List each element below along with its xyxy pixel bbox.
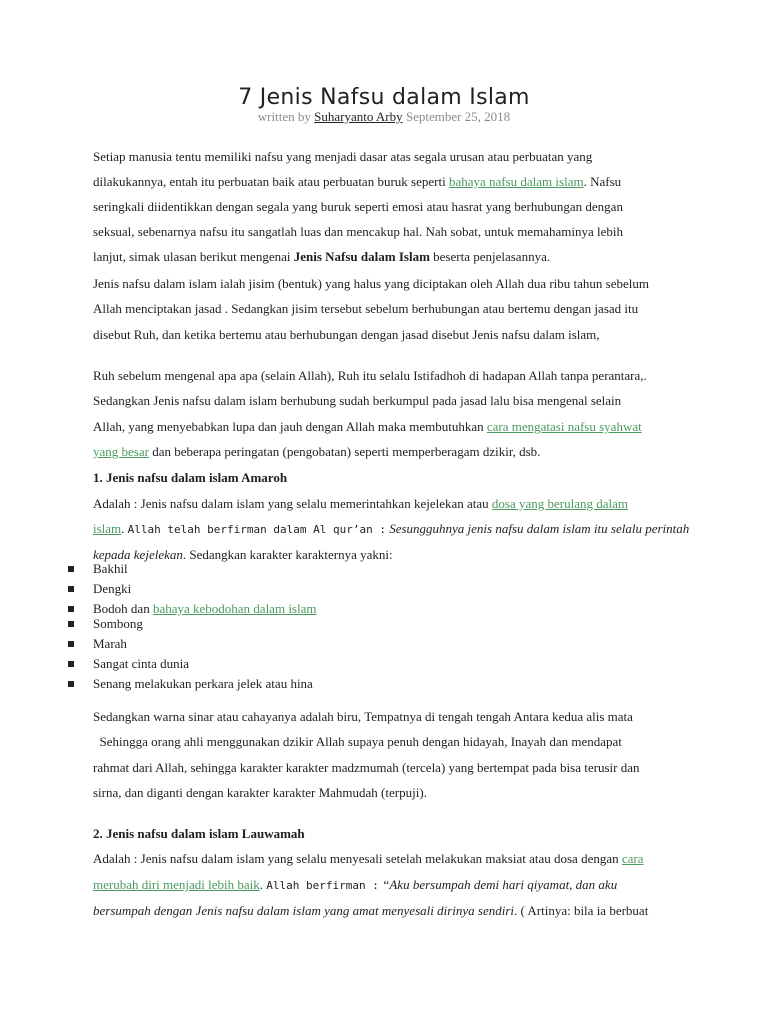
paragraph-line — [93, 496, 628, 512]
bullet-marker — [68, 566, 74, 572]
inline-link[interactable]: cara mengatasi nafsu syahwat — [486, 419, 642, 434]
list-item — [68, 581, 131, 597]
quote-intro: Allah berfirman : — [266, 879, 379, 892]
text-run: dilakukannya, entah itu perbuatan baik atau perbuatan buruk seperti — [93, 174, 446, 189]
paragraph-line — [93, 419, 642, 435]
paragraph-line — [93, 903, 648, 919]
paragraph-line: Sehingga orang ahli menggunakan dzikir Allah supaya penuh dengan hidayah, Inayah dan mendapat — [93, 734, 622, 749]
paragraph-line: Jenis nafsu dalam islam ialah jisim (bentuk) yang halus yang diciptakan oleh Allah dua ribu tahun sebelum — [93, 276, 649, 291]
text-run: Adalah : Jenis nafsu dalam islam yang selalu memerintahkan kejelekan atau — [93, 496, 489, 511]
paragraph-line — [93, 444, 540, 460]
author-link[interactable]: Suharyanto Arby — [314, 109, 403, 124]
byline — [0, 109, 768, 125]
list-item-text: Dengki — [93, 581, 132, 596]
text-run: . ( Artinya: bila ia berbuat — [514, 903, 649, 918]
text-run: beserta penjelasannya. — [433, 249, 551, 264]
publish-date: September 25, 2018 — [405, 109, 511, 124]
inline-link[interactable]: dosa yang berulang dalam — [491, 496, 628, 511]
inline-link[interactable]: cara — [621, 851, 644, 866]
section-heading: 1. Jenis nafsu dalam islam Amaroh — [93, 470, 288, 485]
paragraph-line: Sedangkan warna sinar atau cahayanya adalah biru, Tempatnya di tengah tengah Antara kedua alis mata — [93, 709, 633, 724]
byline-prefix: written by — [257, 109, 311, 124]
list-item-text: Senang melakukan perkara jelek atau hina — [93, 676, 313, 691]
paragraph-line: Allah menciptakan jasad . Sedangkan jisim tersebut sebelum berhubungan atau bertemu dengan jasad itu — [93, 301, 639, 316]
text-run: dan beberapa peringatan (pengobatan) seperti memperberagam dzikir, dsb. — [152, 444, 541, 459]
page-title: 7 Jenis Nafsu dalam Islam — [238, 85, 530, 110]
text-run: . Nafsu — [583, 174, 622, 189]
text-run: . Sedangkan karakter karakternya yakni: — [182, 547, 393, 562]
bullet-marker — [68, 621, 74, 627]
paragraph-line: disebut Ruh, dan ketika bertemu atau berhubungan dengan jasad disebut Jenis nafsu dalam islam, — [93, 327, 600, 342]
list-item — [68, 656, 189, 672]
paragraph-line — [93, 547, 393, 563]
bullet-marker — [68, 606, 74, 612]
inline-link[interactable]: merubah diri menjadi lebih baik — [93, 877, 260, 892]
paragraph-line — [93, 174, 621, 190]
paragraph-line: sirna, dan diganti dengan karakter karakter Mahmudah (terpuji). — [93, 785, 427, 800]
bullet-marker — [68, 641, 74, 647]
paragraph-line — [93, 249, 550, 265]
paragraph-line: Sedangkan Jenis nafsu dalam islam berhubung sudah berkumpul pada jasad lalu bisa mengenal selain — [93, 393, 622, 408]
list-item — [68, 561, 128, 577]
paragraph-line — [93, 851, 644, 867]
text-run: lanjut, simak ulasan berikut mengenai — [93, 249, 291, 264]
inline-link[interactable]: bahaya kebodohan dalam islam — [152, 601, 317, 616]
list-item — [68, 636, 127, 652]
quote-intro: Allah telah berfirman dalam Al qur’an : — [127, 523, 386, 536]
list-item-text: Marah — [93, 636, 127, 651]
section-heading: 2. Jenis nafsu dalam islam Lauwamah — [93, 826, 305, 841]
paragraph-line: Ruh sebelum mengenal apa apa (selain Allah), Ruh itu selalu Istifadhoh di hadapan Allah tanpa perantara,. — [93, 368, 647, 383]
list-item — [68, 601, 316, 617]
text-run: . — [121, 521, 125, 536]
inline-link[interactable]: islam — [93, 521, 122, 536]
bold-text: Jenis Nafsu dalam Islam — [293, 249, 430, 264]
list-item — [68, 676, 313, 692]
list-item — [68, 616, 143, 632]
paragraph-line: rahmat dari Allah, sehingga karakter karakter madzmumah (tercela) yang bertempat pada bisa terusir dan — [93, 760, 640, 775]
list-item-text: Sangat cinta dunia — [93, 656, 190, 671]
bullet-marker — [68, 586, 74, 592]
paragraph-line — [93, 877, 617, 893]
quote-text: bersumpah dengan Jenis nafsu dalam islam yang amat menyesali dirinya sendiri — [93, 903, 515, 918]
paragraph-line: seksual, sebenarnya nafsu itu sangatlah luas dan mencakup hal. Nah sobat, untuk memahaminya lebih — [93, 224, 623, 239]
quote-text: kepada kejelekan — [93, 547, 183, 562]
list-item-text: Bakhil — [93, 561, 128, 576]
list-item-text: Sombong — [93, 616, 143, 631]
inline-link[interactable]: yang besar — [93, 444, 149, 459]
paragraph-line: seringkali diidentikkan dengan segala yang buruk seperti emosi atau hasrat yang berhubungan dengan — [93, 199, 623, 214]
text-run: Allah, yang menyebabkan lupa dan jauh dengan Allah maka membutuhkan — [93, 419, 484, 434]
paragraph-line — [93, 521, 689, 537]
bullet-marker — [68, 681, 74, 687]
bullet-marker — [68, 661, 74, 667]
inline-link[interactable]: bahaya nafsu dalam islam — [448, 174, 584, 189]
list-item-text: Bodoh dan — [93, 601, 150, 616]
text-run: Adalah : Jenis nafsu dalam islam yang selalu menyesali setelah melakukan maksiat atau dosa dengan — [93, 851, 619, 866]
text-run: . — [259, 877, 264, 892]
paragraph-line: Setiap manusia tentu memiliki nafsu yang menjadi dasar atas segala urusan atau perbuatan yang — [93, 149, 593, 164]
quote-text: “Aku bersumpah demi hari qiyamat, dan aku — [382, 877, 618, 892]
quote-text: Sesungguhnya jenis nafsu dalam islam itu selalu perintah — [389, 521, 690, 536]
